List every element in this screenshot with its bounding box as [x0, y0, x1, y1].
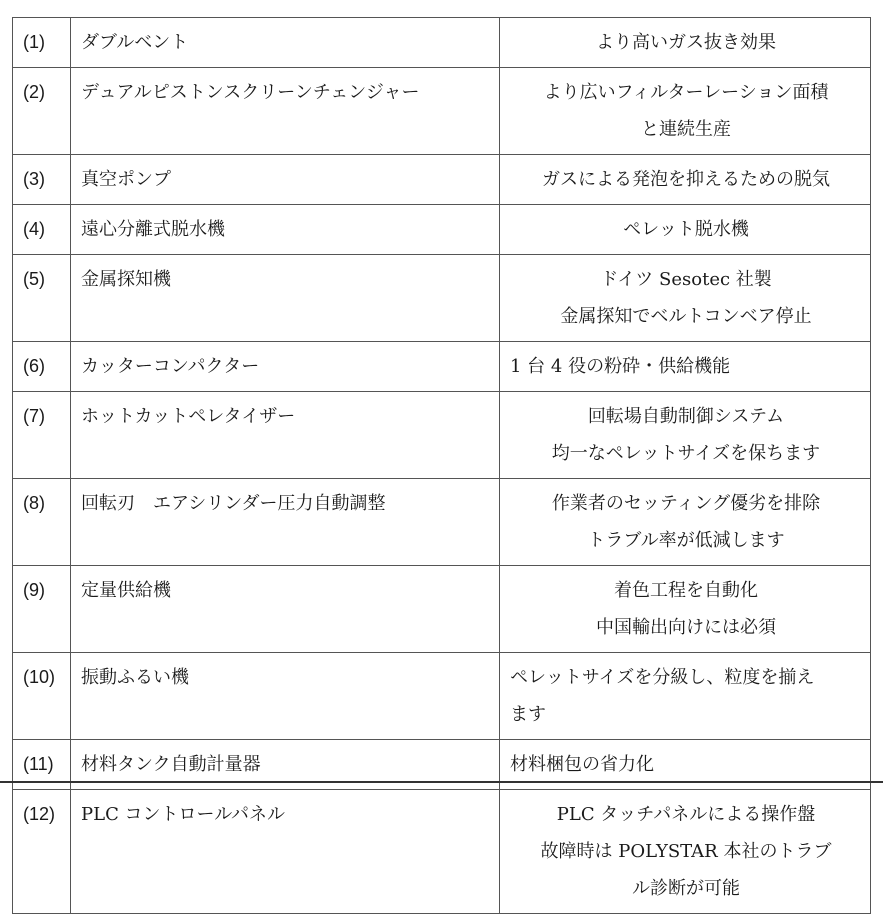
item-name: ホットカットペレタイザー: [71, 392, 500, 479]
bottom-rule: [0, 781, 883, 783]
row-number: (4): [13, 205, 71, 255]
row-number: (12): [13, 790, 71, 914]
description-line: 金属探知でベルトコンベア停止: [560, 306, 812, 327]
item-description: [500, 566, 871, 653]
row-number: (5): [13, 255, 71, 342]
description-line: 回転場自動制御システム: [587, 406, 785, 427]
description-line: ペレット脱水機: [623, 219, 749, 240]
description-line: 中国輸出向けには必須: [596, 617, 776, 638]
description-line: 均一なペレットサイズを保ちます: [551, 443, 821, 464]
description-line: ガスによる発泡を抑えるための脱気: [542, 169, 830, 190]
row-number: (11): [13, 740, 71, 790]
row-number: (9): [13, 566, 71, 653]
table-row: [13, 653, 871, 740]
row-number: (2): [13, 68, 71, 155]
description-line: より広いフィルターレーション面積: [543, 82, 829, 103]
row-number: (6): [13, 342, 71, 392]
item-name: デュアルピストンスクリーンチェンジャー: [71, 68, 500, 155]
table-row: [13, 342, 871, 392]
description-line: ペレットサイズを分級し、粒度を揃え: [510, 667, 815, 688]
table-row: [13, 566, 871, 653]
item-name: 材料タンク自動計量器: [71, 740, 500, 790]
description-line: 1 台 4 役の粉砕・供給機能: [510, 356, 731, 377]
item-description: [500, 653, 871, 740]
row-number: (3): [13, 155, 71, 205]
item-description: [500, 68, 871, 155]
description-line: 作業者のセッティング優劣を排除: [551, 493, 821, 514]
item-description: [500, 155, 871, 205]
item-name: PLC コントロールパネル: [71, 790, 500, 914]
item-description: [500, 342, 871, 392]
item-name: 振動ふるい機: [71, 653, 500, 740]
table-row: [13, 155, 871, 205]
description-line: 着色工程を自動化: [614, 580, 758, 601]
description-line: と連続生産: [641, 119, 731, 140]
item-description: [500, 479, 871, 566]
row-number: (7): [13, 392, 71, 479]
item-name: ダブルベント: [71, 18, 500, 68]
item-description: [500, 18, 871, 68]
description-line: ます: [510, 704, 546, 725]
item-description: [500, 205, 871, 255]
table-row: [13, 18, 871, 68]
item-name: 回転刃 エアシリンダー圧力自動調整: [71, 479, 500, 566]
description-line: 故障時は POLYSTAR 本社のトラブ: [540, 841, 832, 862]
table-row: [13, 479, 871, 566]
table-row: [13, 205, 871, 255]
item-description: [500, 255, 871, 342]
description-line: ドイツ Sesotec 社製: [600, 269, 772, 290]
table-row: [13, 790, 871, 914]
description-line: ル診断が可能: [632, 878, 740, 899]
item-name: 金属探知機: [71, 255, 500, 342]
row-number: (10): [13, 653, 71, 740]
table-row: [13, 68, 871, 155]
description-line: より高いガス抜き効果: [596, 32, 776, 53]
description-line: 材料梱包の省力化: [510, 754, 654, 775]
item-name: 定量供給機: [71, 566, 500, 653]
spec-table: [12, 17, 871, 914]
item-name: 遠心分離式脱水機: [71, 205, 500, 255]
table-row: [13, 392, 871, 479]
item-description: [500, 790, 871, 914]
spec-table-body: [13, 18, 871, 914]
row-number: (1): [13, 18, 71, 68]
table-row: [13, 255, 871, 342]
description-line: トラブル率が低減します: [587, 530, 785, 551]
description-line: PLC タッチパネルによる操作盤: [556, 804, 816, 825]
row-number: (8): [13, 479, 71, 566]
item-name: カッターコンパクター: [71, 342, 500, 392]
item-description: [500, 392, 871, 479]
item-name: 真空ポンプ: [71, 155, 500, 205]
